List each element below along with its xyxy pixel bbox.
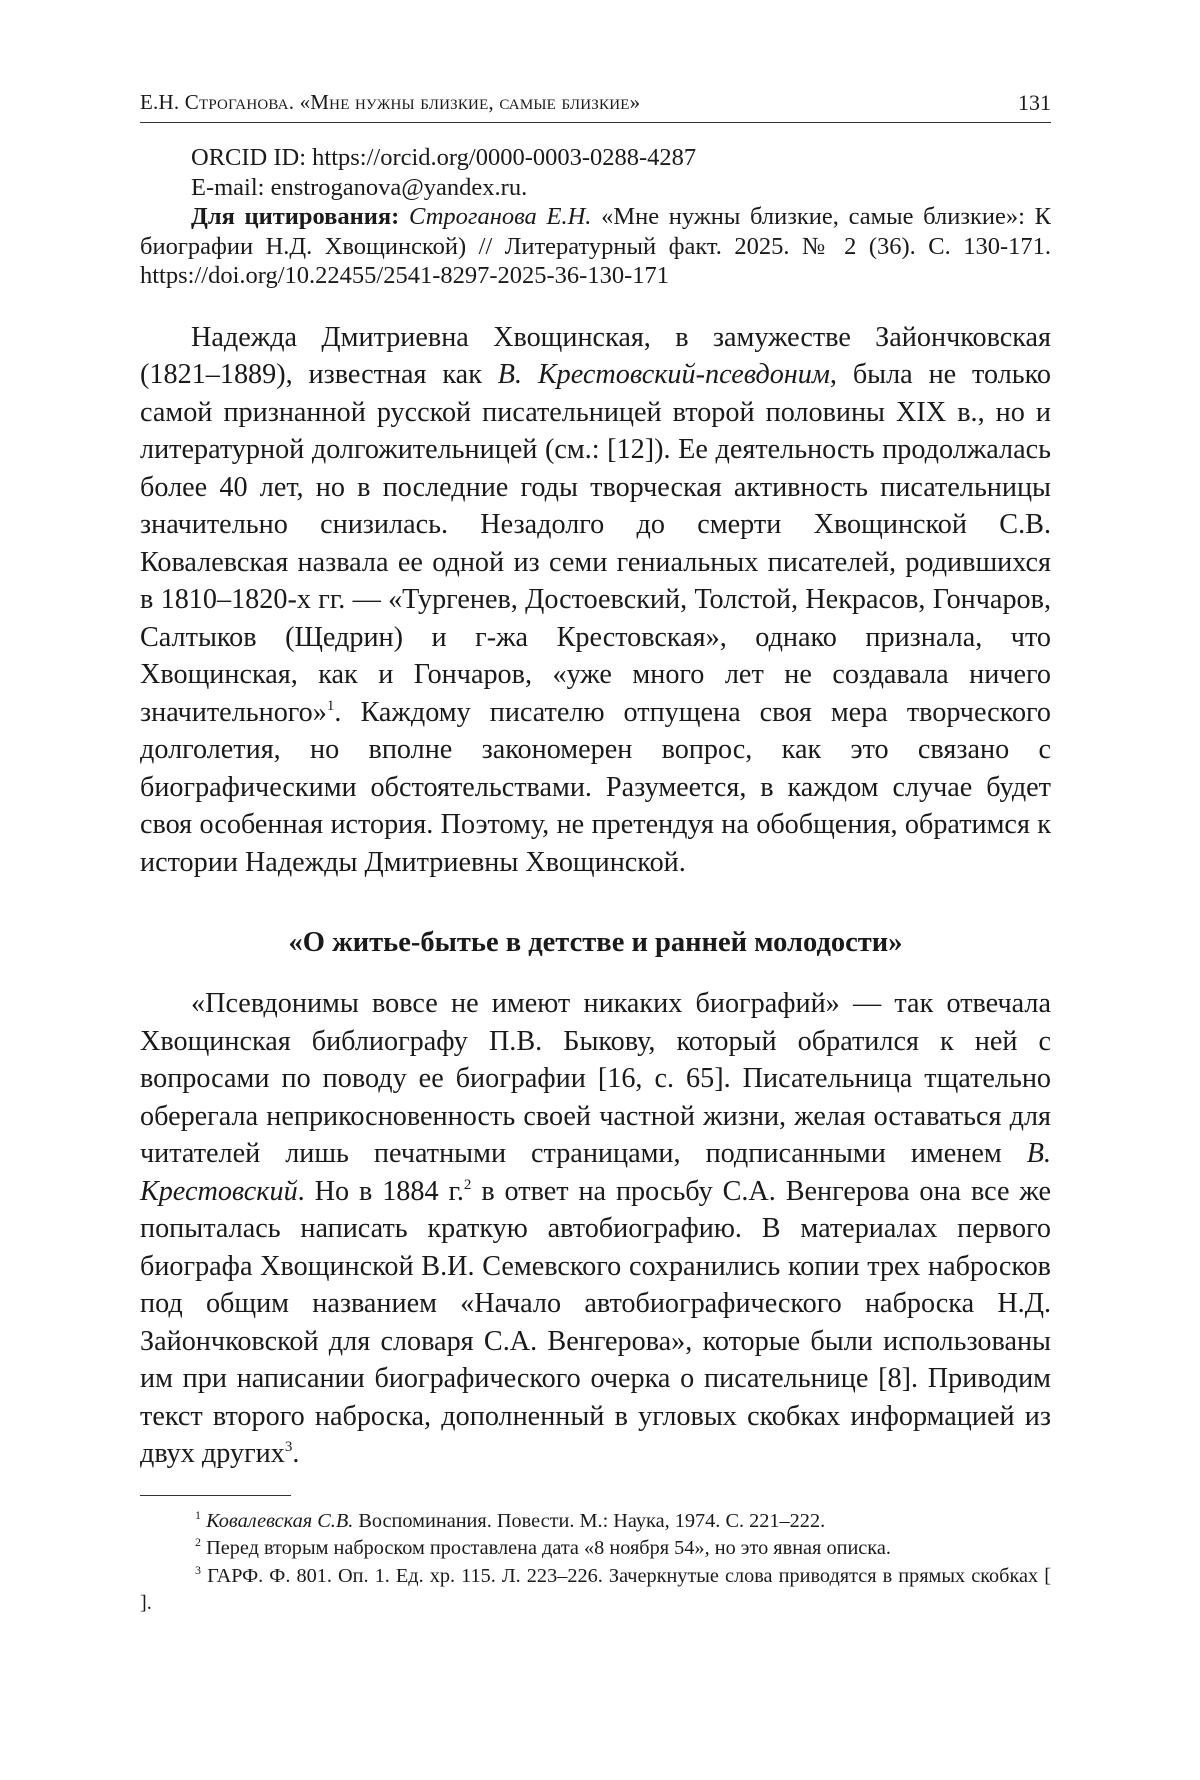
footnote-ref-1: 1 (326, 697, 335, 714)
paragraph-section-text-d: . (292, 1438, 300, 1470)
signature-italic: В. Крестовский (140, 1138, 1051, 1207)
citation-text: «Мне нужны близкие, самые близкие»: К биографии Н.Д. Хвощинской) // Литературный факт. 2025. № 2 (36). С. 130-171. https://doi.org/10.22455/2541-8297-2025-36-130-171 (140, 203, 1051, 290)
citation-author: Строганова Е.Н. (409, 203, 592, 231)
footnote-text: Перед вторым наброском проставлена дата «8 ноября 54», но это явная описка. (206, 1537, 891, 1560)
paragraph-intro (140, 319, 1051, 882)
journal-page (140, 86, 1051, 1618)
footnote-number: 3 (195, 1562, 201, 1577)
footnotes (140, 1508, 1051, 1618)
section-heading: «О житье-бытье в детстве и ранней молодости» (288, 927, 903, 959)
article-meta (140, 143, 1051, 291)
paragraph-intro-text-a: Надежда Дмитриевна Хвощинская, в замужестве Зайончковская (1821–1889), известная как (140, 321, 1051, 391)
pseudonym-italic: В. Крестовский-псевдоним (497, 359, 830, 391)
footnote-text: ГАРФ. Ф. 801. Оп. 1. Ед. хр. 115. Л. 223–226. Зачеркнутые слова приводятся в прямых скобках [ ]. (140, 1564, 1051, 1615)
citation (140, 202, 1051, 291)
paragraph-intro-text-c: . Каждому писателю отпущена своя мера творческого долголетия, но вполне закономерен вопрос, как это связано с биографическими обстоятельствами. Разумеется, в каждом случае будет своя особенная история. Поэтому, не претендуя на обобщения, обратимся к истории Надежды Дмитриевны Хвощинской. (140, 696, 1051, 878)
footnote-number: 2 (195, 1535, 201, 1550)
paragraph-intro-text-b: , была не только самой признанной русской писательницей второй половины XIX в., но и литературной долгожительницей (см.: [12]). Ее деятельность продолжалась более 40 лет, но в последние годы творческая активность писательницы значительно снизилась. Незадолго до смерти Хвощинской С.В. Ковалевская назвала ее одной из семи гениальных писателей, родившихся в 1810–1820-х гг. — «Тургенев, Достоевский, Толстой, Некрасов, Гончаров, Салтыков (Щедрин) и г-жа Крестовская», однако признала, что Хвощинская, как и Гончаров, «уже много лет не создавала ничего значительного» (140, 359, 1051, 728)
footnote-number: 1 (195, 1507, 201, 1522)
footnote-italic: Ковалевская С.В. (206, 1509, 354, 1532)
page-number: 131 (1018, 90, 1051, 115)
paragraph-section-text-c: в ответ на просьбу С.А. Венгерова она все же попыталась написать краткую автобиографию. В материалах первого биографа Хвощинской В.И. Семевского сохранились копии трех набросков под общим названием «Начало автобиографического наброска Н.Д. Зайончковской для словаря С.А. Венгерова», которые были использованы им при написании биографического очерка о писательнице [8]. Приводим текст второго наброска, дополненный в угловых скобках информацией из двух других (140, 1175, 1052, 1470)
paragraph-section-text-a: «Псевдонимы вовсе не имеют никаких биографий» — так отвечала Хвощинская библиографу П.В. Быкову, который обратился к ней с вопросами по поводу ее биографии [16, с. 65]. Писательница тщательно оберегала неприкосновенность своей частной жизни, желая оставаться для читателей лишь печатными страницами, подписанными именем (140, 988, 1051, 1170)
running-title: Е.Н. Строганова. «Мне нужны близкие, самые близкие» (140, 90, 641, 114)
footnote-3 (140, 1563, 1051, 1618)
running-header (140, 86, 1051, 123)
paragraph-section (140, 985, 1051, 1473)
orcid-line: ORCID ID: https://orcid.org/0000-0003-0288-4287 (191, 144, 697, 171)
footnote-2 (140, 1535, 1051, 1563)
footnote-text: Воспоминания. Повести. М.: Наука, 1974. С. 221–222. (353, 1509, 826, 1532)
citation-label: Для цитирования: (191, 203, 400, 231)
footnote-ref-3: 3 (284, 1439, 293, 1456)
email-line: E-mail: enstroganova@yandex.ru. (191, 173, 528, 201)
footnote-ref-2: 2 (463, 1176, 472, 1193)
footnote-divider (140, 1495, 291, 1496)
footnote-1 (140, 1508, 1051, 1536)
paragraph-section-text-b: . Но в 1884 г. (297, 1175, 464, 1207)
